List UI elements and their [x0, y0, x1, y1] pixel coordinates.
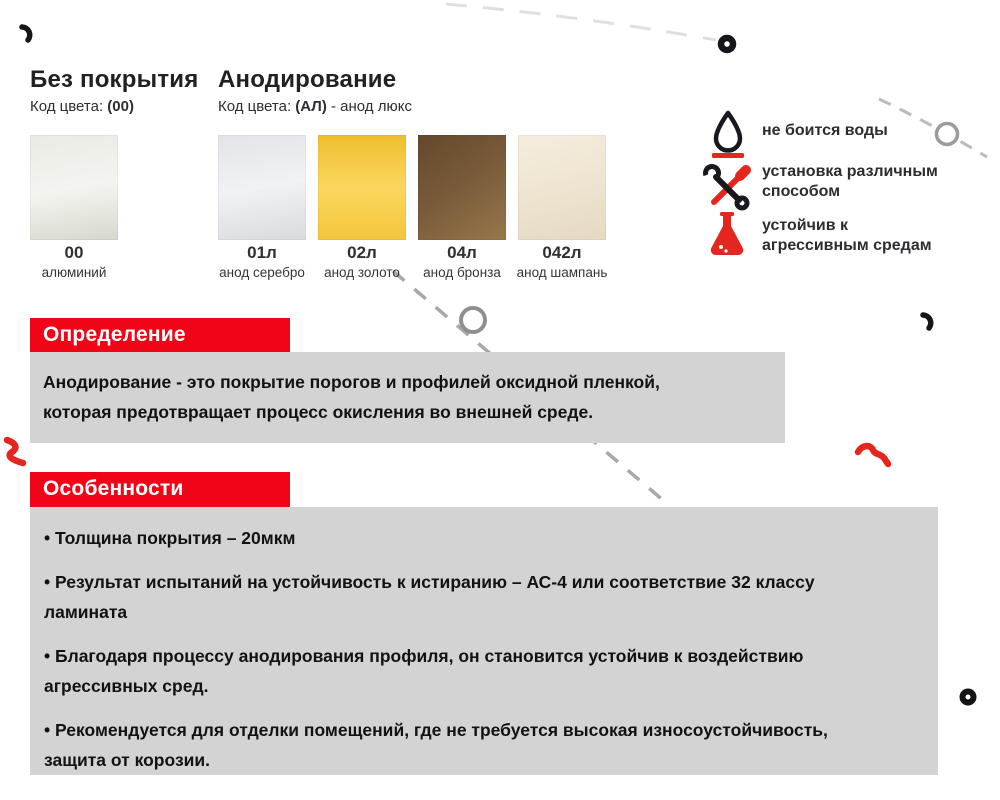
donut-dot-top: [721, 38, 733, 50]
code-suffix: - анод люкс: [331, 98, 412, 115]
features-banner: [30, 472, 290, 507]
swatch-aluminium: [30, 135, 118, 240]
feature-item: • Толщина покрытия – 20мкм: [44, 523, 892, 553]
swatch-label: [507, 243, 617, 280]
circle-node-middle: [461, 308, 485, 332]
anodizing-header: [218, 66, 412, 115]
anodizing-code-line: [218, 98, 412, 115]
swatch-name: анод бронза: [423, 265, 501, 280]
code-value: (АЛ): [295, 98, 327, 115]
uncoated-code-line: [30, 98, 198, 115]
donut-dot-bottom-right: [963, 692, 974, 703]
swatch-label: [407, 243, 517, 280]
definition-box: [30, 352, 785, 443]
dashed-line-top: [446, 4, 716, 40]
crescent-mark-right: [923, 315, 931, 328]
swatch-label: [307, 243, 417, 280]
definition-banner: [30, 318, 290, 352]
uncoated-header: [30, 66, 198, 115]
features-heading: Особенности: [43, 477, 184, 500]
features-list: [44, 523, 938, 775]
uncoated-title: Без покрытия: [30, 66, 199, 93]
swatch-code: 01л: [247, 243, 277, 262]
red-squiggle-right: [858, 446, 888, 464]
benefit-label-install: установка различным способом: [762, 163, 938, 200]
swatch-anod-gold: [318, 135, 406, 240]
code-value: (00): [107, 98, 134, 115]
flask-icon: [708, 211, 746, 259]
definition-text: Анодирование - это покрытие порогов и профилей оксидной пленкой, которая предотвращает процесс окисления во внешней среде.: [43, 372, 660, 422]
swatch-anod-silver: [218, 135, 306, 240]
red-squiggle-left: [7, 440, 23, 463]
benefit-label-resistant: устойчив к агрессивным средам: [762, 217, 932, 254]
crescent-mark-top-left: [22, 27, 30, 40]
code-label: Код цвета:: [30, 98, 104, 115]
tools-icon: [702, 163, 752, 213]
feature-item: • Благодаря процессу анодирования профиля, он становится устойчив к воздействию агрессивных сред.: [44, 641, 892, 701]
benefit-label-water: не боится воды: [762, 122, 888, 139]
swatch-name: анод серебро: [219, 265, 305, 280]
swatch-label: [19, 243, 129, 280]
feature-item: • Рекомендуется для отделки помещений, где не требуется высокая износоустойчивость, защита от корозии.: [44, 715, 892, 775]
swatch-code: 02л: [347, 243, 377, 262]
swatch-name: анод золото: [324, 265, 400, 280]
swatch-code: 00: [64, 243, 84, 262]
swatch-code: 042л: [542, 243, 582, 262]
feature-item: • Результат испытаний на устойчивость к истиранию – АС-4 или соответствие 32 классу ламината: [44, 567, 892, 627]
definition-heading: Определение: [43, 323, 186, 346]
code-label: Код цвета:: [218, 98, 292, 115]
swatch-anod-champagne: [518, 135, 606, 240]
swatch-anod-bronze: [418, 135, 506, 240]
water-drop-icon: [710, 110, 746, 158]
swatch-code: 04л: [447, 243, 477, 262]
swatch-name: алюминий: [41, 265, 107, 280]
features-box: [30, 507, 938, 775]
anodizing-title: Анодирование: [218, 66, 397, 93]
swatch-label: [207, 243, 317, 280]
swatch-name: анод шампань: [516, 265, 608, 280]
